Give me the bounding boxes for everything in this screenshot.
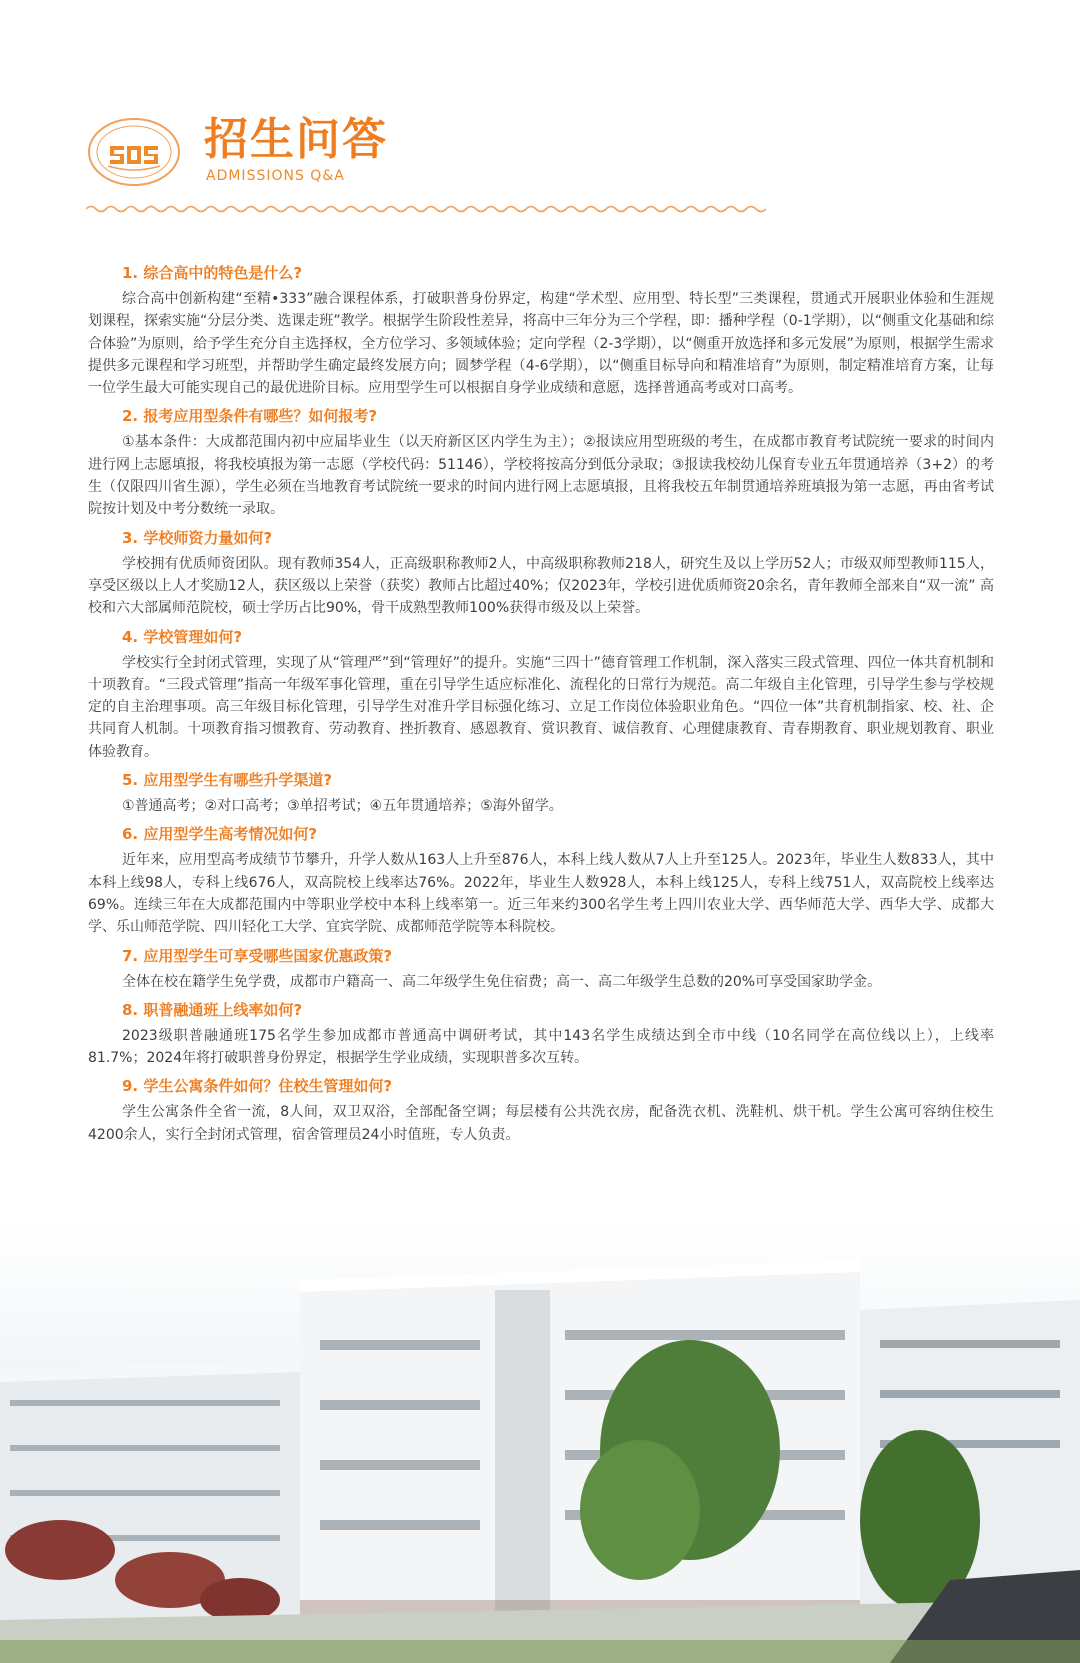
question-heading: 5. 应用型学生有哪些升学渠道? xyxy=(122,771,333,790)
answer-text: 学生公寓条件全省一流，8人间，双卫双浴，全部配备空调；每层楼有公共洗衣房，配备洗衣机、洗鞋机、烘干机。学生公寓可容纳住校生4200余人，实行全封闭式管理，宿舍管理员24小时值班，专人负责。 xyxy=(88,1104,994,1143)
qa-item xyxy=(88,1075,994,1146)
answer-text: 2023级职普融通班175名学生参加成都市普通高中调研考试，其中143名学生成绩达到全市中线（10名同学在高位线以上），上线率81.7%；2024年将打破职普身份界定，根据学生学业成绩，实现职普多次互转。 xyxy=(88,1027,994,1067)
wave-divider-icon xyxy=(86,202,766,216)
page-title: 招生问答 xyxy=(204,114,388,165)
answer-text: ①基本条件：大成都范围内初中应届毕业生（以天府新区区内学生为主）；②报读应用型班级的考生，在成都市教育考试院统一要求的时间内进行网上志愿填报，将我校填报为第一志愿（学校代码：51146），学校将按高分到低分录取；③报读我校幼儿保育专业五年贯通培养（3+2）的考生（仅限四川省生源），学生必须在当地教育考试院统一要求的时间内进行网上志愿填报，且将我校五年制贯通培养班填报为第一志愿，再由省考试院按计划及中考分数统一录取。 xyxy=(88,434,994,518)
page-header xyxy=(86,110,776,220)
question-heading: 2. 报考应用型条件有哪些？如何报考? xyxy=(122,407,378,426)
question-heading: 8. 职普融通班上线率如何? xyxy=(122,1000,303,1019)
campus-building-photo xyxy=(0,1220,1080,1663)
qa-item xyxy=(88,626,994,763)
answer-text: 近年来，应用型高考成绩节节攀升，升学人数从163人上升至876人，本科上线人数从7人上升至125人。2023年，毕业生人数833人，其中本科上线98人，专科上线676人，双高院校上线率达76%。2022年，毕业生人数928人，本科上线125人，专科上线751人，双高院校上线率达69%。连续三年在大成都范围内中等职业学校中本科上线率第一。近三年来约300名学生考上四川农业大学、西华师范大学、西华大学、成都大学、乐山师范学院、四川轻化工大学、宜宾学院、成都师范学院等本科院校。 xyxy=(88,852,994,936)
answer-text: 学校实行全封闭式管理，实现了从“管理严”到“管理好”的提升。实施“三四十”德育管理工作机制，深入落实三段式管理、四位一体共育机制和十项教育。“三段式管理”指高一年级军事化管理，重在引导学生适应标准化、流程化的日常行为规范。高二年级自主化管理，引导学生参与学校规定的自主治理事项。高三年级目标化管理，引导学生对准升学目标强化练习、立足工作岗位体验职业角色。“四位一体”共育机制指家、校、社、企共同育人机制。十项教育指习惯教育、劳动教育、挫折教育、感恩教育、赏识教育、诚信教育、心理健康教育、青春期教育、职业规划教育、职业体验教育。 xyxy=(88,654,994,760)
qa-list xyxy=(88,262,994,1152)
qa-item xyxy=(88,262,994,399)
page-subtitle: ADMISSIONS Q&A xyxy=(206,168,345,184)
question-heading: 7. 应用型学生可享受哪些国家优惠政策? xyxy=(122,946,393,965)
question-heading: 9. 学生公寓条件如何？住校生管理如何? xyxy=(122,1077,393,1096)
question-heading: 6. 应用型学生高考情况如何? xyxy=(122,825,318,844)
question-heading: 1. 综合高中的特色是什么? xyxy=(122,264,303,282)
school-logo-icon xyxy=(86,116,182,188)
qa-item xyxy=(88,999,994,1070)
answer-text: 综合高中创新构建“至精•333”融合课程体系，打破职普身份界定，构建“学术型、应用型、特长型”三类课程，贯通式开展职业体验和生涯规划课程，探索实施“分层分类、选课走班”教学。根据学生阶段性差异，将高中三年分为三个学程，即：播种学程（0-1学期），以“侧重文化基础和综合体验”为原则，给予学生充分自主选择权，全方位学习、多领域体验；定向学程（2-3学期），以“侧重开放选择和多元发展”为原则，根据学生需求提供多元课程和学习班型，并帮助学生确定最终发展方向；圆梦学程（4-6学期），以“侧重目标导向和精准培育”为原则，制定精准培育方案，让每一位学生最大可能实现自己的最优进阶目标。应用型学生可以根据自身学业成绩和意愿，选择普通高考或对口高考。 xyxy=(88,291,994,397)
qa-item xyxy=(88,823,994,938)
qa-item xyxy=(88,405,994,520)
question-heading: 4. 学校管理如何? xyxy=(122,627,243,646)
question-heading: 3. 学校师资力量如何? xyxy=(122,528,273,547)
qa-item xyxy=(88,769,994,817)
answer-text: ①普通高考；②对口高考；③单招考试；④五年贯通培养；⑤海外留学。 xyxy=(122,798,563,815)
qa-item xyxy=(88,527,994,620)
qa-item xyxy=(88,945,994,993)
answer-text: 学校拥有优质师资团队。现有教师354人，正高级职称教师2人，中高级职称教师218人，研究生及以上学历52人；市级双师型教师115人，享受区级以上人才奖励12人，获区级以上荣誉（获奖）教师占比超过40%；仅2023年，学校引进优质师资20余名，青年教师全部来自“双一流” 高校和六大部属师范院校，硕士学历占比90%，骨干成熟型教师100%获得市级及以上荣誉。 xyxy=(88,555,994,617)
answer-text: 全体在校在籍学生免学费，成都市户籍高一、高二年级学生免住宿费；高一、高二年级学生总数的20%可享受国家助学金。 xyxy=(122,973,882,990)
